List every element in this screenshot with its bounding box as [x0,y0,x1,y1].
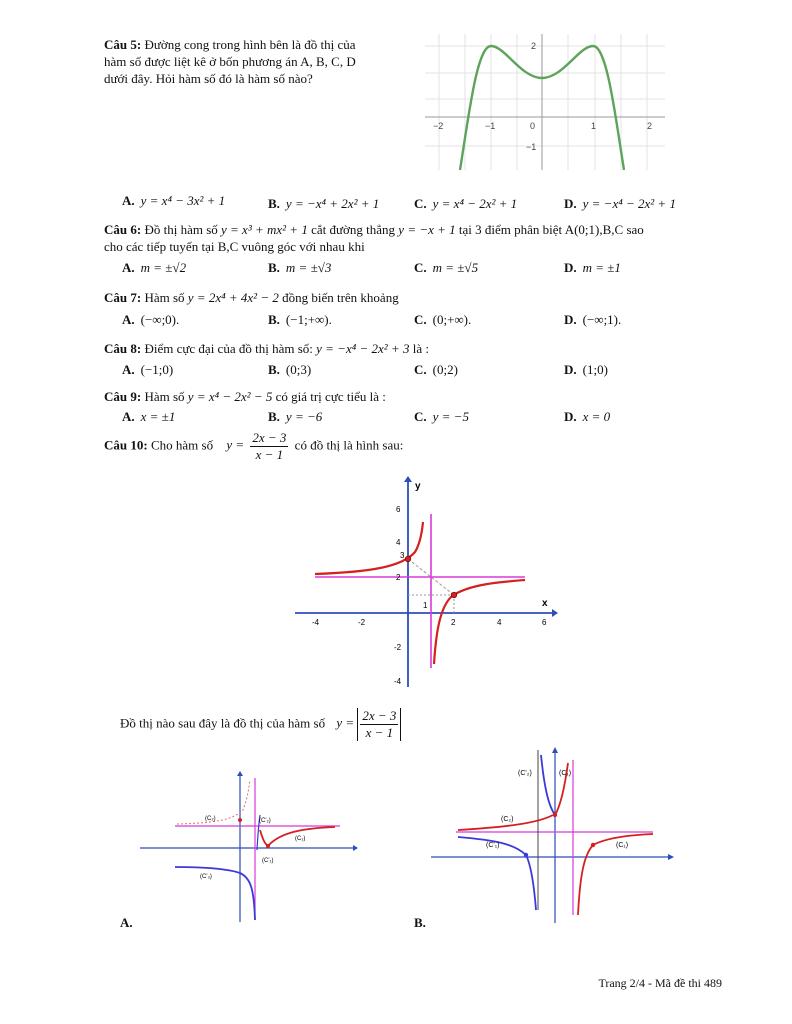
svg-text:2: 2 [451,618,456,627]
q8-option-d[interactable]: D. (1;0) [564,362,608,377]
q10-axis-y-label: y [415,481,421,492]
svg-text:-4: -4 [394,677,402,686]
q10-abs-fraction: $\frac{2x - 3}{x - 1}$ [357,708,401,741]
q7-label: Câu 7: [104,290,142,305]
q10-label: Câu 10: [104,437,148,453]
q9-option-b[interactable]: B. y = −6 [268,409,323,424]
q9-option-a[interactable]: A. x = ±1 [122,409,176,424]
q6-line: y = −x + 1 [398,222,456,237]
svg-text:6: 6 [542,618,547,627]
q5-tick-x-1: 1 [591,121,597,131]
page-footer: Trang 2/4 - Mã đề thi 489 [598,976,722,990]
svg-text:4: 4 [396,538,401,547]
q5-tick-y-2: 2 [531,41,537,51]
svg-text:(C₁): (C₁) [616,842,629,849]
q5-tick-x-0: 0 [530,121,536,131]
q10-choice-b[interactable]: B. [414,915,426,930]
q5-line3: dưới đây. Hỏi hàm số đó là hàm số nào? [104,71,313,86]
q5-line1: Đường cong trong hình bên là đồ thị của [144,37,356,52]
q10-choice-a[interactable]: A. [120,915,133,930]
svg-text:(C₂): (C₂) [205,816,216,822]
q6-func: y = x³ + mx² + 1 [221,222,308,237]
q5-option-c[interactable]: C. y = x⁴ − 2x² + 1 [414,196,518,211]
q10-axis-x-label: x [542,598,548,609]
q6-option-a[interactable]: A. m = ±√2 [122,260,187,275]
q5-tick-x-m2: −2 [433,121,444,131]
q7-option-d[interactable]: D. (−∞;1). [564,312,622,327]
q8-option-c[interactable]: C. (0;2) [414,362,458,377]
svg-text:(C₁): (C₁) [295,836,306,842]
svg-text:(C'₂): (C'₂) [518,770,532,777]
svg-text:(C'₂): (C'₂) [259,818,271,824]
q10-graph-b[interactable] [428,745,678,925]
q5-label: Câu 5: [104,37,142,52]
q6-text: Câu 6: Đồ thị hàm số y = x³ + mx² + 1 cắt đường thẳng y = −x + 1 tại 3 điểm phân biệt A(0;1),B,C sao cho các tiếp tuyến tại B,C vuông góc với nhau khi [104,221,734,255]
q7-option-c[interactable]: C. (0;+∞). [414,312,472,327]
q8-option-a[interactable]: A. (−1;0) [122,362,174,377]
q5-option-b[interactable]: B. y = −x⁴ + 2x² + 1 [268,196,380,211]
svg-text:(C₁): (C₁) [559,770,572,777]
q5-tick-x-m1: −1 [485,121,496,131]
q6-label: Câu 6: [104,222,142,237]
svg-text:4: 4 [497,618,502,627]
q9-text: Câu 9: Hàm số y = x⁴ − 2x² − 5 có giá trị cực tiểu là : [104,389,386,404]
q9-option-d[interactable]: D. x = 0 [564,409,611,424]
q10-graph-a[interactable] [135,770,360,925]
q6-option-b[interactable]: B. m = ±√3 [268,260,332,275]
q6-line2: cho các tiếp tuyến tại B,C vuông góc với nhau khi [104,239,365,254]
q6-option-c[interactable]: C. m = ±√5 [414,260,479,275]
q8-text: Câu 8: Điểm cực đại của đồ thị hàm số: y = −x⁴ − 2x² + 3 là : [104,341,429,356]
svg-text:(C'₁): (C'₁) [486,842,500,849]
q10-text: Câu 10: Cho hàm số y = $\frac{2x - 3}{x - 1}$ có đồ thị là hình sau: [104,430,404,462]
svg-text:(C'₃): (C'₃) [200,874,212,880]
q8-option-b[interactable]: B. (0;3) [268,362,312,377]
q5-graph [425,34,665,170]
q10-question2: Đồ thị nào sau đây là đồ thị của hàm số y = $\frac{2x - 3}{x - 1}$ [120,708,401,741]
svg-text:-2: -2 [358,618,366,627]
q5-tick-y-m1: −1 [526,142,537,152]
q9-label: Câu 9: [104,389,142,404]
svg-text:1: 1 [423,601,428,610]
svg-text:2: 2 [396,573,401,582]
q10-main-graph [290,472,560,694]
q5-tick-x-2: 2 [647,121,653,131]
q9-option-c[interactable]: C. y = −5 [414,409,469,424]
q9-func: y = x⁴ − 2x² − 5 [187,389,273,404]
q5-line2: hàm số được liệt kê ở bốn phương án A, B, C, D [104,54,356,69]
q6-option-d[interactable]: D. m = ±1 [564,260,621,275]
q7-option-a[interactable]: A. (−∞;0). [122,312,180,327]
q7-text: Câu 7: Hàm số y = 2x⁴ + 4x² − 2 đồng biến trên khoảng [104,290,399,305]
q7-option-b[interactable]: B. (−1;+∞). [268,312,332,327]
q5-text [104,36,404,87]
q5-option-d[interactable]: D. y = −x⁴ − 2x² + 1 [564,196,676,211]
q5-option-a[interactable]: A. y = x⁴ − 3x² + 1 [122,193,226,208]
svg-text:6: 6 [396,505,401,514]
svg-text:3: 3 [400,551,405,560]
q8-func: y = −x⁴ − 2x² + 3 [316,341,410,356]
svg-text:(C₂): (C₂) [501,816,514,823]
q8-label: Câu 8: [104,341,142,356]
svg-text:-2: -2 [394,643,402,652]
q10-fraction: $\frac{2x - 3}{x - 1}$ [252,430,287,462]
svg-text:-4: -4 [312,618,320,627]
q7-func: y = 2x⁴ + 4x² − 2 [187,290,279,305]
svg-text:(C'₁): (C'₁) [262,858,274,864]
